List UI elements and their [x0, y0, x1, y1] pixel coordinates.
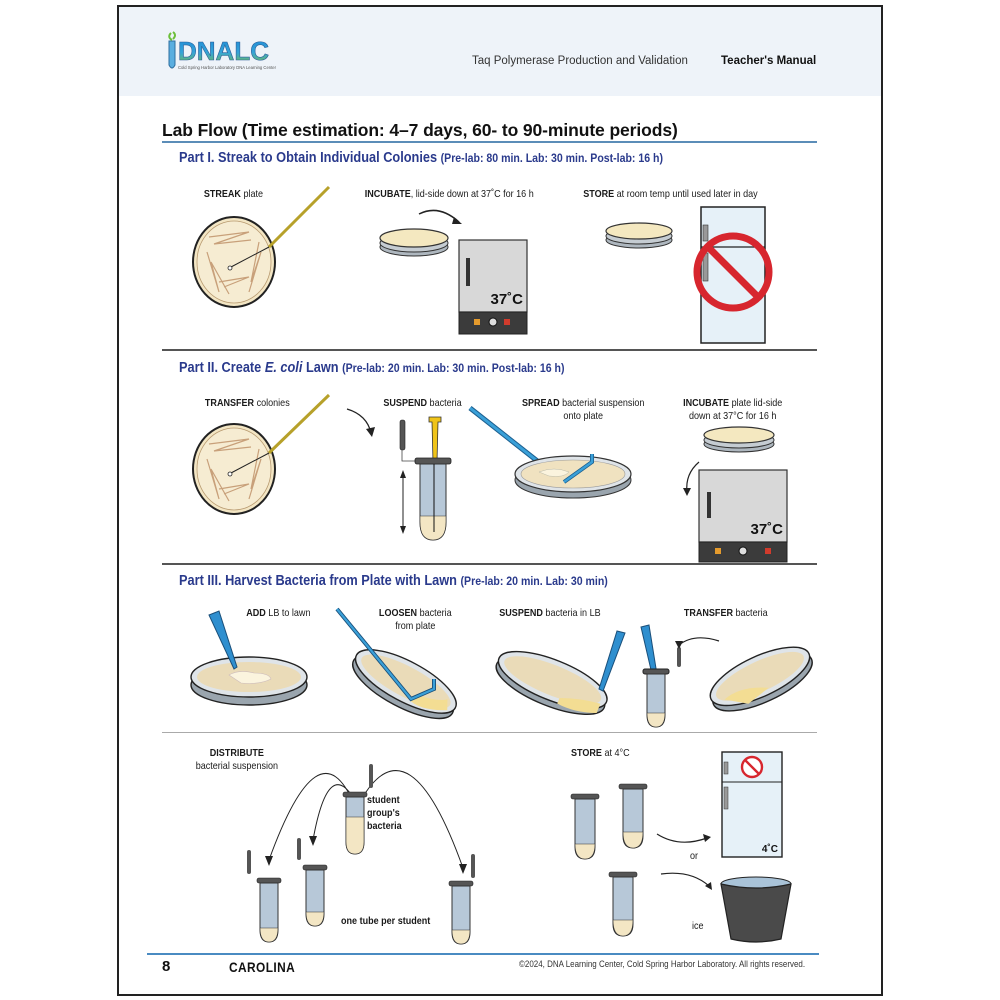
or-label: or: [690, 850, 699, 862]
part-1-title: [179, 150, 663, 166]
page-header: [119, 7, 881, 96]
svg-text:DNALC: DNALC: [178, 36, 269, 66]
tubes-label: one tube per student: [341, 915, 431, 927]
step-transfer-bacteria-label: TRANSFER bacteria: [683, 607, 768, 619]
step-transfer-colonies-label: TRANSFER colonies: [204, 397, 290, 409]
distribute-label: DISTRIBUTE bacterial suspension: [195, 747, 279, 772]
ice-label: ice: [692, 920, 704, 932]
suspend-bacteria-tube-illustration: [389, 412, 469, 552]
section-divider: [162, 732, 817, 733]
store-4c-label: STORE at 4°C: [571, 747, 630, 759]
step-streak-label: STREAK plate: [203, 188, 264, 200]
page-heading: Lab Flow (Time estimation: 4–7 days, 60- to 90-minute periods): [162, 120, 678, 140]
incubate-illustration: [374, 202, 564, 337]
step-incubate-2-label: INCUBATE plate lid-side down at 37°C for 16 h: [683, 397, 783, 422]
page-number: 8: [162, 958, 171, 975]
prohibited-icon: [742, 757, 762, 777]
source-tube-label: student group's bacteria: [367, 794, 402, 832]
transfer-tube: [641, 625, 719, 727]
incubate-2-illustration: [679, 432, 799, 562]
carolina-logo: CAROLINA: [229, 959, 296, 975]
step-suspend-lb-label: SUSPEND bacteria in LB: [499, 607, 601, 619]
part-3-title-text: Part III. Harvest Bacteria from Plate with Lawn: [179, 573, 457, 589]
dnalc-logo: [161, 29, 281, 75]
part-3-time: (Pre-lab: 20 min. Lab: 30 min): [460, 574, 608, 588]
fridge-temp: 4˚C: [761, 844, 778, 855]
incubator-2-temp: 37˚C: [750, 521, 783, 538]
store-room-temp-illustration: [604, 205, 779, 345]
part-2-time: (Pre-lab: 20 min. Lab: 30 min. Post-lab: 16 h): [342, 361, 565, 375]
suspend-lb-plate: [489, 640, 614, 726]
part-2-title: Part II. Create E. coli Lawn (Pre-lab: 20 min. Lab: 30 min. Post-lab: 16 h): [179, 360, 565, 376]
store-4c-illustration: [559, 742, 789, 947]
part-1-time: (Pre-lab: 80 min. Lab: 30 min. Post-lab: 16 h): [440, 151, 664, 165]
incubator-temp: 37˚C: [490, 291, 523, 308]
step-suspend-label: SUSPEND bacteria: [383, 397, 462, 409]
heading-rule: [162, 141, 817, 143]
streak-plate-illustration: [189, 182, 359, 332]
step-store-label: STORE at room temp until used later in day: [583, 188, 758, 200]
footer-rule: [147, 953, 819, 955]
step-loosen-label: LOOSEN bacteria from plate: [378, 607, 452, 632]
step-spread-label: SPREAD bacterial suspension onto plate: [521, 397, 645, 422]
svg-text:Cold Spring Harbor Laboratory: Cold Spring Harbor Laboratory DNA Learning Center: [178, 65, 276, 70]
manual-type: Teacher's Manual: [721, 55, 817, 67]
add-lb-plate: [191, 611, 307, 705]
step-add-lb-label: ADD LB to lawn: [246, 607, 311, 619]
part-3-title: [179, 573, 608, 589]
transfer-plate: [703, 635, 820, 722]
step-incubate-label: INCUBATE, lid-side down at 37˚C for 16 h: [364, 188, 534, 200]
section-divider: [162, 349, 817, 351]
copyright-notice: ©2024, DNA Learning Center, Cold Spring Harbor Laboratory. All rights reserved.: [519, 959, 806, 970]
document-title: Taq Polymerase Production and Validation: [472, 55, 688, 67]
section-divider: [162, 563, 817, 565]
part-1-title-text: Part I. Streak to Obtain Individual Colonies: [179, 150, 438, 166]
harvest-bacteria-illustration: [179, 607, 819, 732]
spread-plate-illustration: [464, 402, 654, 502]
manual-page: [117, 5, 883, 996]
loosen-plate: [344, 638, 464, 731]
transfer-colonies-illustration: [189, 387, 369, 537]
